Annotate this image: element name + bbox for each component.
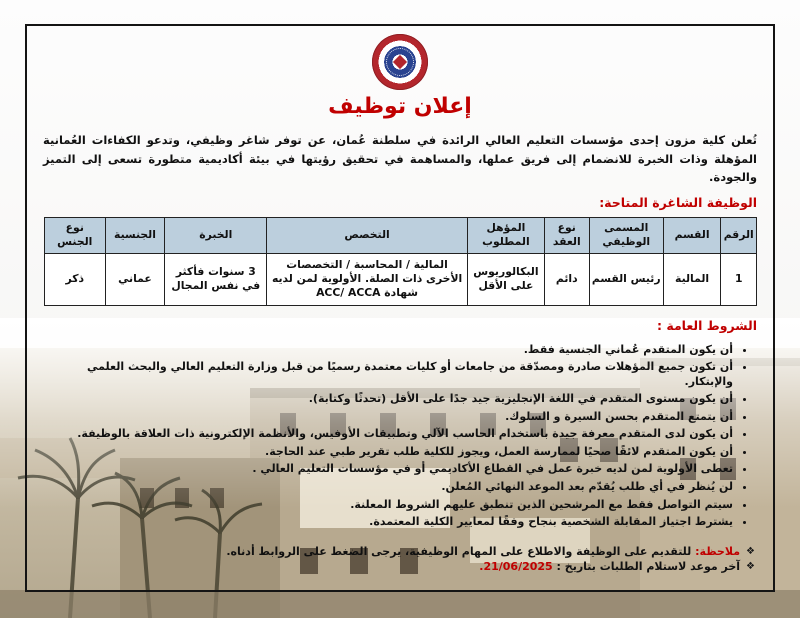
condition-item: • أن يكون المتقدم لائقًا صحيًا لممارسة العمل، ويجوز للكلية طلب تقرير طبي عند الحاجة.: [43, 445, 733, 460]
note-body: للتقديم على الوظيفة والاطلاع على المهام الوظيفية، يرجى الضغط على الروابط أدناه.: [226, 544, 696, 558]
note-label: ملاحظة:: [695, 544, 741, 558]
cell-number: 1: [721, 253, 757, 305]
cell-qualification: البكالوريوس على الأقل: [467, 253, 544, 305]
conditions-list: [43, 343, 753, 530]
condition-item: • أن يتمتع المتقدم بحسن السيرة و السلوك.: [43, 410, 733, 425]
header-number: الرقم: [721, 217, 757, 253]
deadline-label: آخر موعد لاستلام الطلبات بتاريخ :: [552, 560, 741, 574]
condition-item: • أن يكون مستوى المتقدم في اللغة الإنجليزية جيد جدًا على الأقل (تحدثًا وكتابة).: [43, 392, 733, 407]
note-deadline: [43, 559, 755, 575]
cell-experience: 3 سنوات فأكثر في نفس المجال: [165, 253, 267, 305]
vacancy-heading: الوظيفة الشاغرة المتاحة:: [599, 194, 757, 210]
header-specialization: التخصص: [267, 217, 468, 253]
cell-gender: ذكر: [45, 253, 106, 305]
cell-department: المالية: [663, 253, 721, 305]
condition-item: • أن تكون جميع المؤهلات صادرة ومصدّقة من جامعات أو كليات معتمدة رسميًا من قبل وزارة التعليم العالي والبحث العلمي والإبتكار.: [43, 360, 733, 389]
header-experience: الخبرة: [165, 217, 267, 253]
diamond-bullet-icon: ❖: [746, 545, 755, 557]
note-apply-text: [226, 544, 740, 560]
intro-paragraph: تُعلن كلية مزون إحدى مؤسسات التعليم العالي الرائدة في سلطنة عُمان، عن توفر شاغر وظيفي، وتدعو الكفاءات العُمانية المؤهلة وذات الخبرة للانضمام إلى فريق عملها، والمساهمة في تحقيق رؤيتها في بيئة أكاديمية متطورة تسعى إلى التميز والجودة.: [43, 133, 757, 185]
cell-job-title: رئيس القسم: [589, 253, 663, 305]
note-deadline-text: [479, 559, 740, 575]
table-header-row: [45, 217, 757, 253]
general-conditions-section: [43, 318, 757, 530]
header-job-title: المسمى الوظيفي: [589, 217, 663, 253]
header-nationality: الجنسية: [105, 217, 165, 253]
condition-item: • لن يُنظر في أي طلب يُقدّم بعد الموعد النهائي المُعلن.: [43, 480, 733, 495]
header-qualification: المؤهل المطلوب: [467, 217, 544, 253]
note-apply: [43, 544, 755, 560]
diamond-bullet-icon: ❖: [746, 561, 755, 573]
cell-contract-type: دائم: [544, 253, 589, 305]
condition-item: • تعطى الأولوية لمن لديه خبرة عمل في القطاع الأكاديمي أو في مؤسسات التعليم العالي .: [43, 462, 733, 477]
header-department: القسم: [663, 217, 721, 253]
notes-section: [43, 544, 757, 576]
announcement-content: [27, 26, 773, 590]
cell-nationality: عماني: [105, 253, 165, 305]
condition-item: • سيتم التواصل فقط مع المرشحين الذين تنطبق عليهم الشروط المعلنة.: [43, 498, 733, 513]
cell-specialization: المالية / المحاسبة / التخصصات الأخرى ذات الصلة. الأولوية لمن لديه شهادة ACC/ ACCA: [267, 253, 468, 305]
condition-item: • أن يكون المتقدم عُماني الجنسية فقط.: [43, 343, 733, 358]
seal-icon: [372, 34, 428, 90]
vacancy-table: [44, 217, 757, 306]
header-gender: نوع الجنس: [45, 217, 106, 253]
conditions-heading: الشروط العامة :: [657, 317, 757, 333]
condition-item: • يشترط اجتياز المقابلة الشخصية بنجاح وفقًا لمعايير الكلية المعتمدة.: [43, 515, 733, 530]
header-contract-type: نوع العقد: [544, 217, 589, 253]
college-seal-logo: [372, 34, 428, 90]
table-row: [45, 253, 757, 305]
deadline-date: 21/06/2025.: [479, 560, 553, 574]
page-title: إعلان توظيف: [328, 94, 472, 119]
condition-item: • أن يكون لدى المتقدم معرفة جيدة باستخدام الحاسب الآلي وتطبيقات الأوفيس، والأنظمة الإلكترونية ذات العلاقة بالوظيفة.: [43, 427, 733, 442]
